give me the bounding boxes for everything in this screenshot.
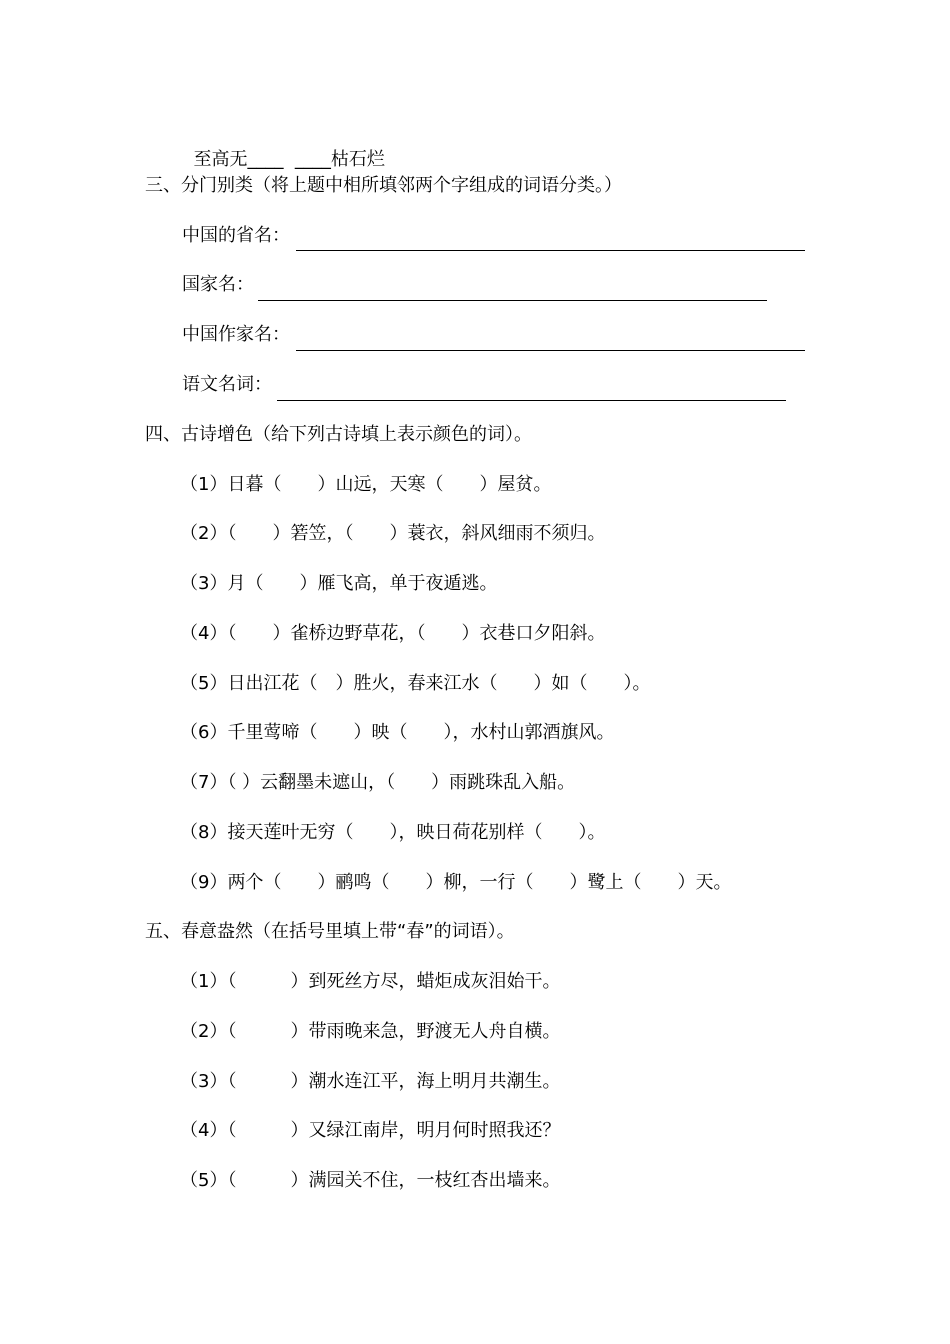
- section4-item-6: （6）千里莺啼（ ）映（ ），水村山郭酒旗风。: [180, 722, 615, 743]
- section4-item-3: （3）月（ ）雁飞高，单于夜遁逃。: [180, 573, 498, 594]
- section4-item-9: （9）两个（ ）鹂鸣（ ）柳，一行（ ）鹭上（ ）天。: [180, 872, 732, 893]
- province-answer-line[interactable]: [296, 250, 805, 251]
- top-fill-suffix: 枯石烂: [330, 149, 385, 170]
- top-fill-line: [182, 124, 385, 172]
- section4-item-2: （2）（ ）箬笠，（ ）蓑衣，斜风细雨不须归。: [180, 523, 606, 544]
- section5-item-2: （2）（ ）带雨晚来急，野渡无人舟自横。: [180, 1021, 561, 1042]
- country-answer-line[interactable]: [258, 300, 767, 301]
- terms-answer-line[interactable]: [277, 400, 786, 401]
- top-fill-blank-1[interactable]: ____: [247, 149, 284, 170]
- section3-heading: 三、分门别类（将上题中相所填邻两个字组成的词语分类。）: [145, 175, 622, 196]
- section3-item-province: 中国的省名：: [182, 225, 290, 246]
- section5-item-1: （1）（ ）到死丝方尽，蜡炬成灰泪始干。: [180, 971, 561, 992]
- section5-item-5: （5）（ ）满园关不住，一枝红杏出墙来。: [180, 1170, 561, 1191]
- section5-item-3: （3）（ ）潮水连江平，海上明月共潮生。: [180, 1071, 561, 1092]
- section5-item-4: （4）（ ）又绿江南岸，明月何时照我还？: [180, 1120, 561, 1141]
- section4-heading: 四、古诗增色（给下列古诗填上表示颜色的词）。: [145, 424, 532, 445]
- section4-item-5: （5）日出江花（ ）胜火，春来江水（ ）如（ ）。: [180, 673, 651, 694]
- section3-item-terms: 语文名词：: [182, 374, 272, 395]
- section4-item-1: （1）日暮（ ）山远，天寒（ ）屋贫。: [180, 474, 552, 495]
- section3-item-country: 国家名：: [182, 274, 254, 295]
- section4-item-7: （7）（ ）云翻墨未遮山，（ ）雨跳珠乱入船。: [180, 772, 576, 793]
- section4-item-8: （8）接天莲叶无穷（ ），映日荷花别样（ ）。: [180, 822, 606, 843]
- section4-item-4: （4）（ ）雀桥边野草花，（ ）衣巷口夕阳斜。: [180, 623, 606, 644]
- section3-item-writer: 中国作家名：: [182, 324, 290, 345]
- top-fill-prefix: 至高无: [193, 149, 248, 170]
- section5-heading: 五、春意盎然（在括号里填上带“春”的词语）。: [145, 921, 515, 942]
- top-fill-blank-2[interactable]: ____: [294, 149, 331, 170]
- writer-answer-line[interactable]: [296, 350, 805, 351]
